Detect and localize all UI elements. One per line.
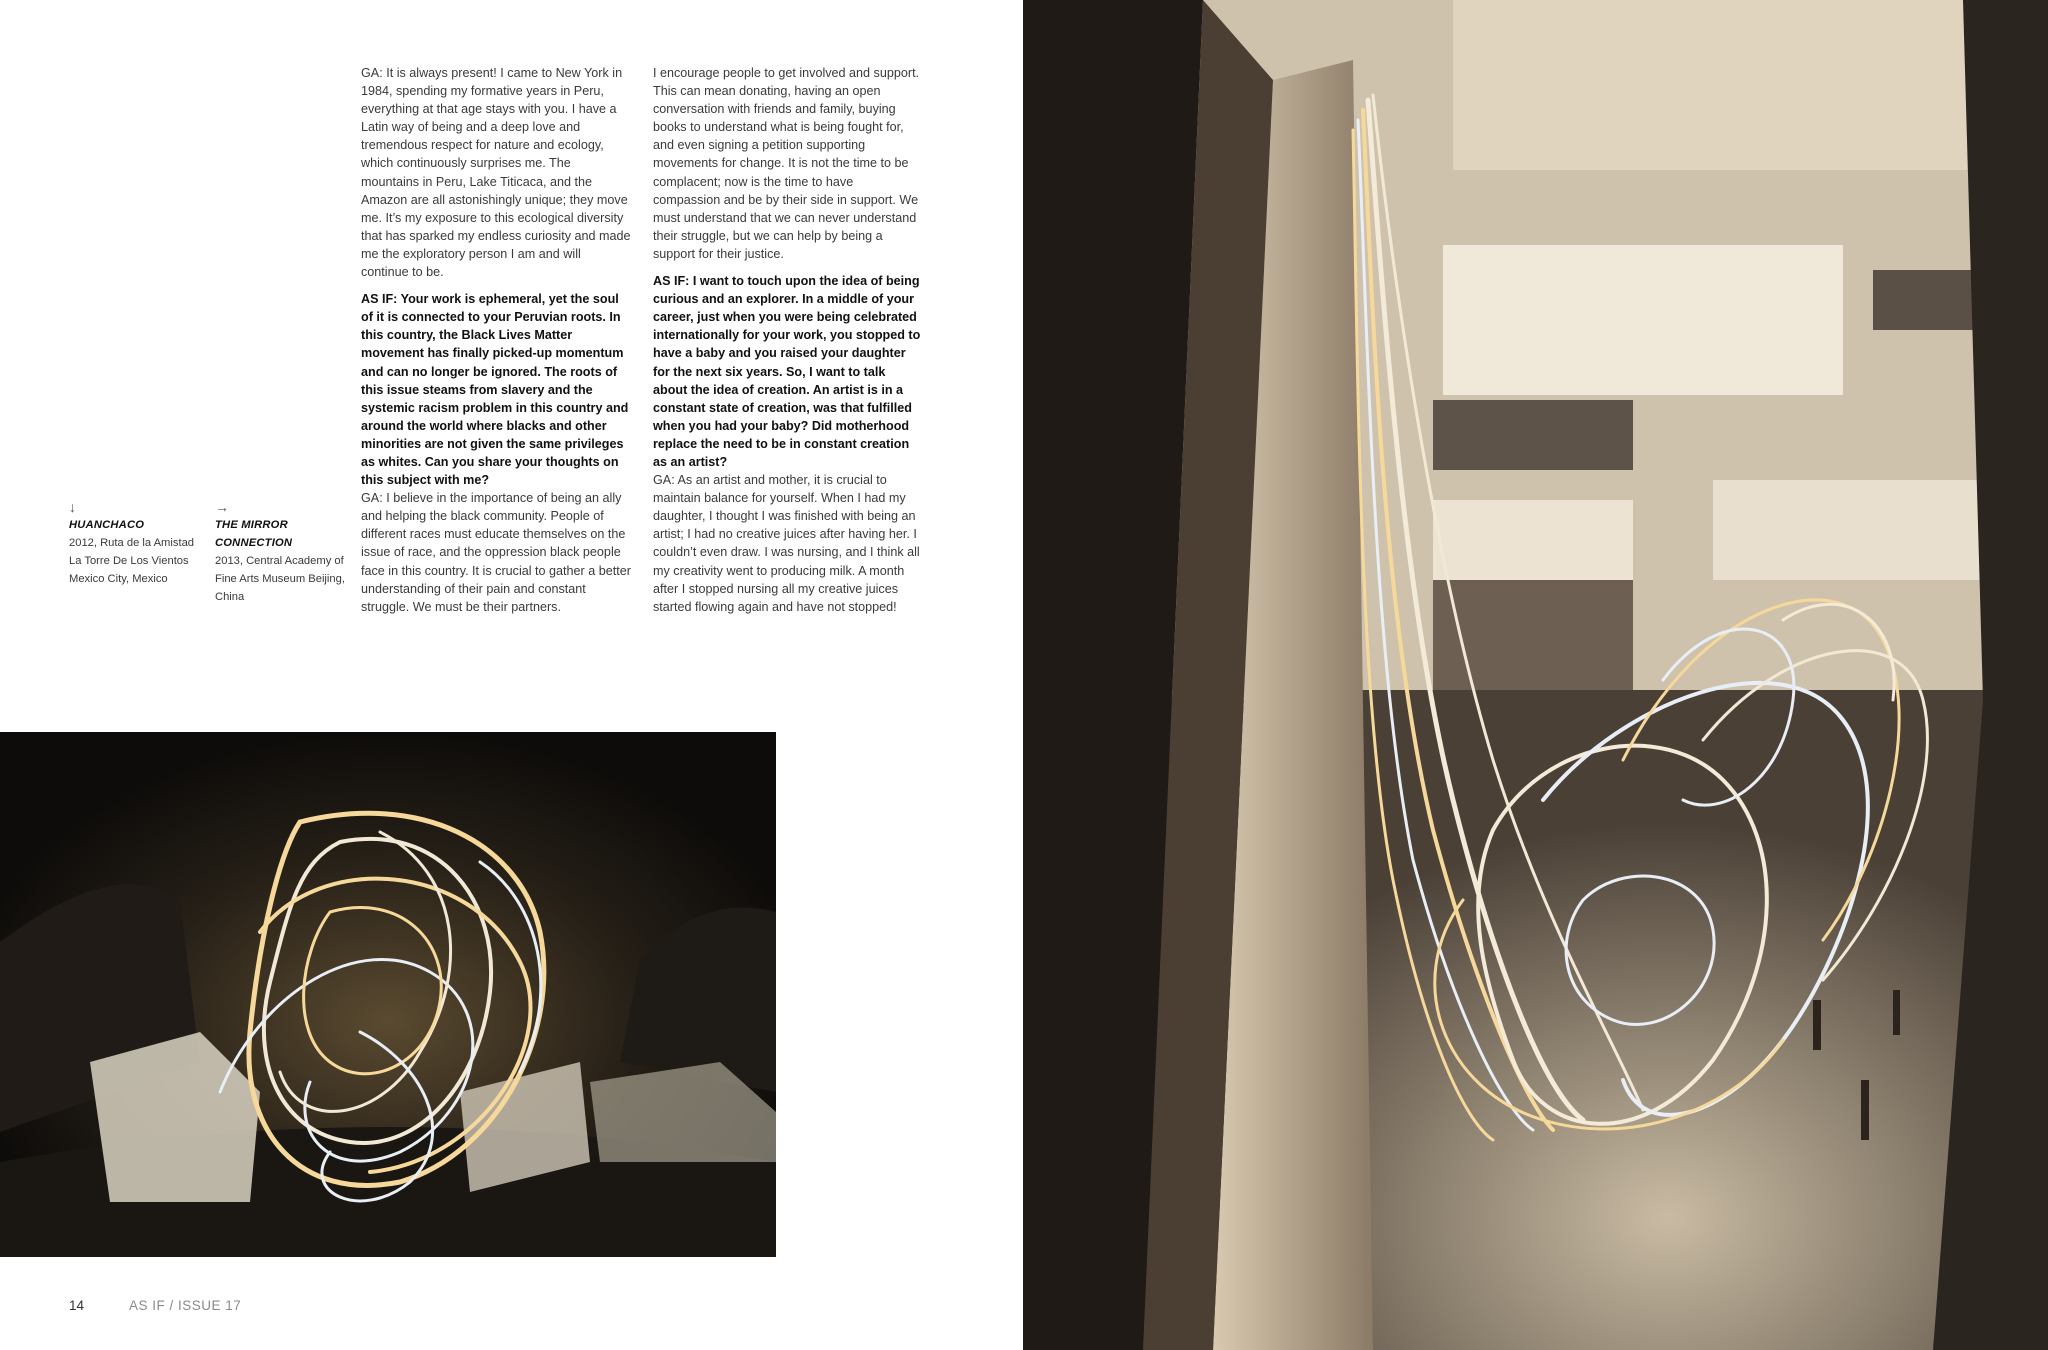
answer-paragraph: GA: As an artist and mother, it is crucial to maintain balance for yourself. When I had my daughter, I thought I was finished with being an artist; I had no creative juices after having her. I couldn’t even draw. I was nursing, and I think all my creativity went to producing milk. A month after I stopped nursing all my creative juices started flowing again and have not stopped!	[653, 473, 920, 614]
interview-question: AS IF: I want to touch upon the idea of being curious and an explorer. In a middle of your career, just when you were being celebrated internationally for your work, you stopped to have a baby and you raised your daughter for the next six years. So, I want to talk about the idea of creation. An artist is in a constant state of creation, was that fulfilled when you had your baby? Did motherhood replace the need to be in constant creation as an artist?	[653, 274, 921, 469]
light-sculpture-illustration	[0, 732, 776, 1257]
page-number: 14	[69, 1298, 85, 1313]
interview-question: AS IF: Your work is ephemeral, yet the soul of it is connected to your Peruvian roots. In this country, the Black Lives Matter movement has finally picked-up momentum and can no longer be ignored. The roots of this issue steams from slavery and the systemic racism problem in this country and around the world where blacks and other minorities are not given the same privileges as whites. Can you share your thoughts on this subject with me?	[361, 292, 629, 488]
right-arrow-icon: →	[215, 499, 229, 515]
issue-label: AS IF / ISSUE 17	[129, 1298, 242, 1313]
article-column-1	[361, 64, 631, 616]
huanchaco-photo	[0, 732, 776, 1257]
left-page	[0, 0, 1023, 1350]
caption-body: 2013, Central Academy of Fine Arts Museum Beijing, China	[215, 555, 345, 603]
mirror-connection-photo	[1023, 0, 2048, 1350]
answer-paragraph: GA: I believe in the importance of being an ally and helping the black community. People of different races must educate themselves on the issue of race, and the oppression black people face in this country. It is crucial to gather a better understanding of their pain and constant struggle. We must be their partners.	[361, 491, 631, 614]
caption-mirror-connection	[215, 498, 355, 606]
caption-huanchaco	[69, 498, 209, 588]
caption-title: THE MIRROR CONNECTION	[215, 519, 293, 549]
answer-paragraph: GA: It is always present! I came to New York in 1984, spending my formative years in Peru, everything at that age stays with you. I have a Latin way of being and a deep love and tremendous respect for nature and ecology, which continuously surprises me. The mountains in Peru, Lake Titicaca, and the Amazon are all astonishingly unique; they move me. It’s my exposure to this ecological diversity that has sparked my endless curiosity and made me the exploratory person I am and will continue to be.	[361, 66, 631, 280]
answer-paragraph: I encourage people to get involved and support. This can mean donating, having an open conversation with friends and family, buying books to understand what is being fought for, and even signing a petition supporting movements for change. It is not the time to be complacent; now is the time to have compassion and be by their side in support. We must understand that we can never understand their struggle, but we can help by being a support for their justice.	[653, 66, 920, 261]
caption-title: HUANCHACO	[69, 519, 145, 531]
article-column-2	[653, 64, 923, 616]
caption-body: 2012, Ruta de la Amistad La Torre De Los Vientos Mexico City, Mexico	[69, 537, 195, 585]
down-arrow-icon: ↓	[69, 499, 76, 515]
atrium-light-sculpture-illustration	[1023, 0, 2048, 1350]
